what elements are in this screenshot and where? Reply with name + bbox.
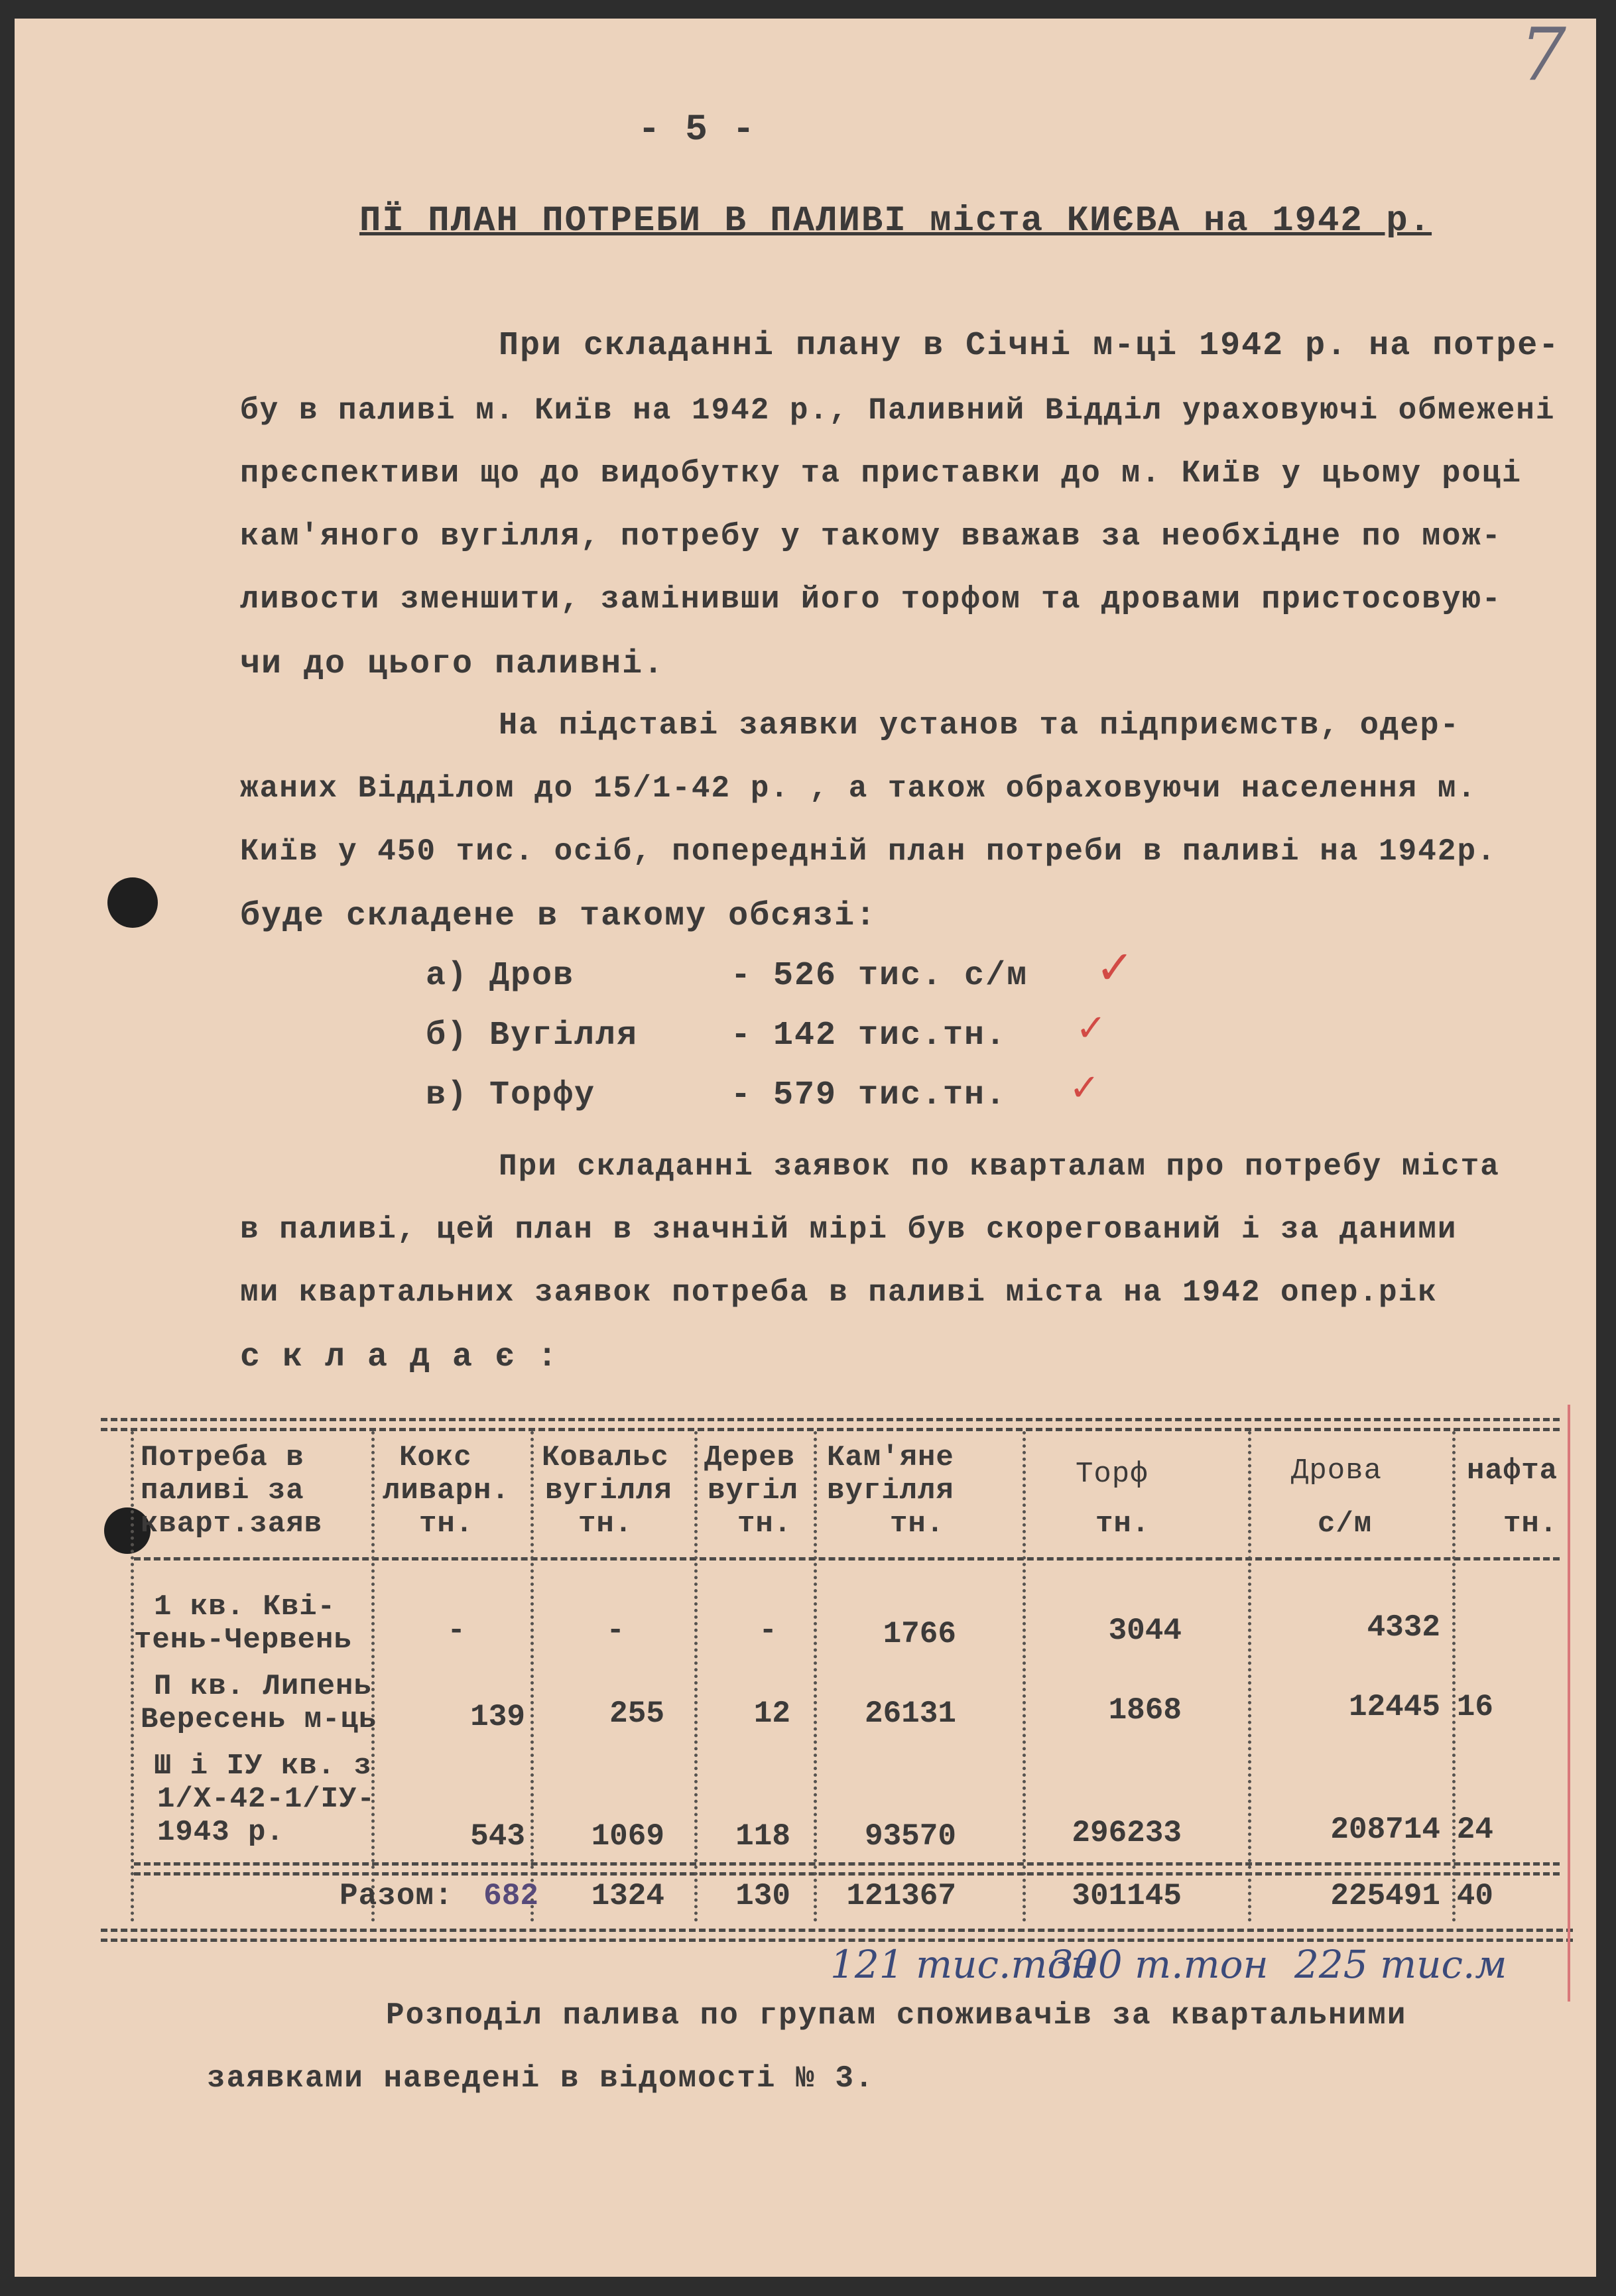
- table-cell: 3044: [1108, 1614, 1182, 1648]
- column-header: Ковальс: [542, 1441, 669, 1474]
- column-header: вугілля: [545, 1474, 672, 1507]
- column-divider: [1248, 1431, 1251, 1922]
- table-cell: 93570: [864, 1819, 956, 1854]
- period-label: тень-Червень: [134, 1624, 352, 1657]
- table-rule: [134, 1557, 1560, 1561]
- text-line: кам'яного вугілля, потребу у такому вважав за необхідне по мож-: [240, 519, 1502, 554]
- table-cell: 1766: [883, 1617, 956, 1651]
- text-line: в паливі, цей план в значній мірі був скорегований і за даними: [240, 1212, 1458, 1247]
- period-label: 1 кв. Кві-: [154, 1590, 336, 1624]
- column-header: паливі за: [141, 1474, 304, 1507]
- table-rule: [101, 1418, 1560, 1421]
- table-cell: 1069: [591, 1819, 664, 1854]
- list-item-value: - 579 тис.тн.: [731, 1076, 1007, 1114]
- list-item-value: - 526 тис. с/м: [731, 957, 1028, 995]
- column-divider: [131, 1431, 134, 1922]
- text-line: буде складене в такому обсязі:: [240, 897, 877, 935]
- check-mark-icon: ✓: [1095, 940, 1135, 995]
- total-cell: 130: [735, 1879, 790, 1913]
- table-cell: -: [447, 1614, 466, 1648]
- archive-page-number: 7: [1520, 19, 1566, 97]
- column-divider: [814, 1431, 817, 1922]
- column-divider: [1023, 1431, 1026, 1922]
- handwritten-note: 121 тис.тон: [830, 1942, 1096, 1987]
- total-cell: 1324: [591, 1879, 664, 1913]
- table-cell: 24: [1456, 1813, 1493, 1847]
- column-unit: тн.: [1503, 1507, 1558, 1541]
- column-header: Дрова: [1291, 1454, 1383, 1488]
- table-rule: [101, 1929, 1573, 1932]
- table-cell: -: [759, 1614, 777, 1648]
- column-header: Дерев: [704, 1441, 796, 1474]
- total-cell: 121367: [846, 1879, 956, 1913]
- column-unit: тн.: [578, 1507, 633, 1541]
- text-line: На підставі заявки установ та підприємств, одер-: [499, 708, 1460, 743]
- table-cell: 118: [735, 1819, 790, 1854]
- text-line: прєспективи що до видобутку та приставки до м. Київ у цьому році: [240, 456, 1523, 491]
- table-rule: [134, 1872, 1560, 1876]
- text-line: чи до цього паливні.: [240, 645, 665, 683]
- column-header: Кокс: [399, 1441, 472, 1474]
- check-mark-icon: ✓: [1069, 1066, 1100, 1110]
- table-cell: 12445: [1348, 1690, 1440, 1724]
- text-line: ми квартальних заявок потреба в паливі міста на 1942 опер.рік: [240, 1275, 1438, 1310]
- text-line: При складанні плану в Січні м-ці 1942 р. на потре-: [499, 327, 1560, 365]
- table-cell: 4332: [1367, 1610, 1440, 1645]
- column-header: Потреба в: [141, 1441, 304, 1474]
- table-cell: -: [606, 1614, 625, 1648]
- column-divider: [1452, 1431, 1456, 1922]
- red-margin-line: [1568, 1405, 1570, 2002]
- column-unit: тн.: [890, 1507, 945, 1541]
- table-cell: 208714: [1330, 1813, 1440, 1847]
- period-label: 1943 р.: [157, 1816, 284, 1849]
- column-unit: тн.: [419, 1507, 474, 1541]
- column-header: нафта: [1467, 1454, 1558, 1488]
- table-cell: 26131: [864, 1696, 956, 1731]
- total-label: Разом:: [340, 1879, 454, 1913]
- handwritten-note: 225 тис.м: [1294, 1942, 1507, 1987]
- list-item-label: в) Торфу: [426, 1076, 596, 1114]
- text-line: ливости зменшити, замінивши його торфом та дровами пристосовую-: [240, 582, 1502, 617]
- footer-line: заявками наведені в відомості № 3.: [207, 2061, 875, 2096]
- period-label: Ш і ІУ кв. з: [154, 1750, 372, 1783]
- list-item-label: б) Вугілля: [426, 1017, 639, 1054]
- column-header: ливарн.: [383, 1474, 510, 1507]
- column-header: вугіл: [708, 1474, 799, 1507]
- table-cell: 12: [753, 1696, 790, 1731]
- column-unit: кварт.заяв: [141, 1507, 323, 1541]
- table-cell: 1868: [1108, 1693, 1182, 1728]
- punch-hole: [107, 877, 158, 928]
- total-cell: 225491: [1330, 1879, 1440, 1913]
- list-item-value: - 142 тис.тн.: [731, 1017, 1007, 1054]
- period-label: 1/Х-42-1/ІУ-: [157, 1783, 375, 1816]
- table-cell: 255: [609, 1696, 664, 1731]
- text-line: бу в паливі м. Київ на 1942 р., Паливний Відділ ураховуючі обмежені: [240, 393, 1556, 428]
- column-header: Кам'яне: [827, 1441, 954, 1474]
- text-line: жаних Відділом до 15/1-42 р. , а також обраховуючи населення м.: [240, 771, 1477, 806]
- handwritten-note: 300 т.тон: [1049, 1942, 1269, 1987]
- column-unit: с/м: [1318, 1507, 1373, 1541]
- text-line: При складанні заявок по кварталам про потребу міста: [499, 1149, 1500, 1184]
- table-rule: [134, 1862, 1560, 1866]
- column-header: вугілля: [827, 1474, 954, 1507]
- total-cell: 301145: [1072, 1879, 1182, 1913]
- table-cell: 139: [470, 1700, 525, 1734]
- total-cell: 40: [1456, 1879, 1493, 1913]
- table-cell: 543: [470, 1819, 525, 1854]
- table-cell: 296233: [1072, 1816, 1182, 1850]
- page-number: - 5 -: [638, 108, 757, 151]
- total-cell: 682: [483, 1879, 538, 1913]
- table-rule: [101, 1428, 1560, 1431]
- column-header: Торф: [1076, 1458, 1149, 1491]
- period-label: Вересень м-ць: [141, 1703, 377, 1736]
- footer-line: Розподіл палива по групам споживачів за квартальними: [386, 1998, 1407, 2033]
- check-mark-icon: ✓: [1076, 1007, 1107, 1050]
- text-line: с к л а д а є :: [240, 1338, 559, 1376]
- period-label: П кв. Липень: [154, 1670, 372, 1703]
- page-title: ПЇ ПЛАН ПОТРЕБИ В ПАЛИВІ міста КИЄВА на 1942 р.: [359, 201, 1432, 241]
- document-page: [15, 19, 1596, 2277]
- list-item-label: а) Дров: [426, 957, 575, 995]
- text-line: Київ у 450 тис. осіб, попередній план потреби в паливі на 1942р.: [240, 834, 1497, 869]
- table-cell: 16: [1456, 1690, 1493, 1724]
- column-unit: тн.: [737, 1507, 792, 1541]
- column-unit: тн.: [1095, 1507, 1150, 1541]
